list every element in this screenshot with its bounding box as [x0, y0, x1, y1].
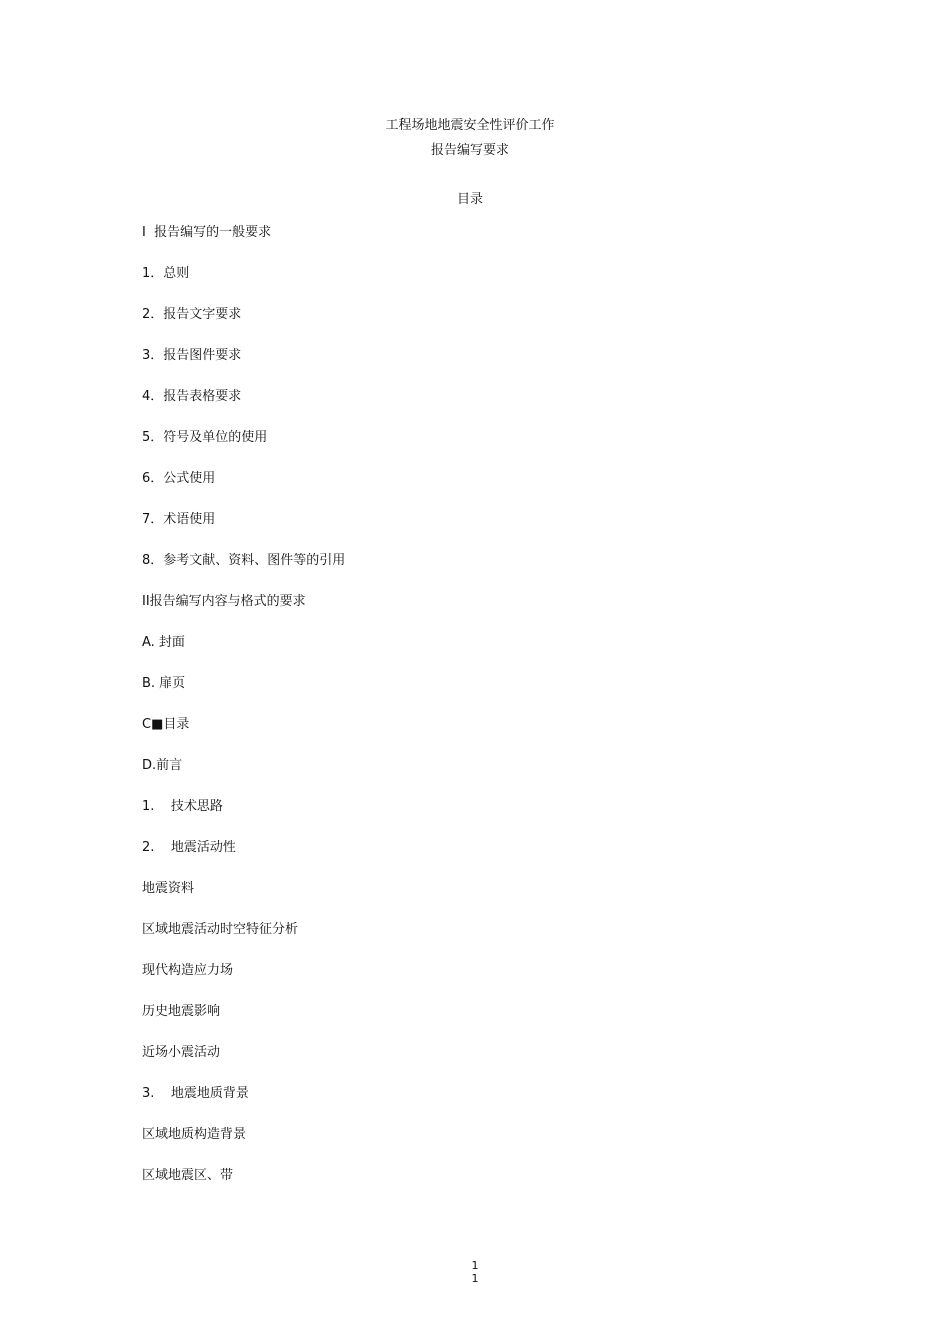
toc-item: 近场小震活动 — [142, 1045, 221, 1060]
page-number: 1 — [471, 1259, 479, 1272]
toc-item: 历史地震影响 — [142, 1004, 221, 1019]
table-of-contents — [142, 225, 345, 1209]
page-number-secondary: 1 — [471, 1272, 479, 1285]
toc-item: II报告编写内容与格式的要求 — [142, 594, 306, 609]
document-title: 工程场地地震安全性评价工作 — [385, 118, 555, 133]
toc-item: A. 封面 — [142, 635, 185, 650]
toc-heading: 目录 — [456, 192, 483, 207]
toc-item: 1．总则 — [142, 266, 190, 281]
toc-item: 2．报告文字要求 — [142, 307, 242, 322]
toc-item: 区域地震区、带 — [142, 1168, 234, 1183]
toc-item: 3. 地震地质背景 — [142, 1086, 249, 1101]
toc-item: B. 扉页 — [142, 676, 186, 691]
toc-item: 现代构造应力场 — [142, 963, 234, 978]
toc-item: 地震资料 — [142, 881, 195, 896]
toc-item: 3．报告图件要求 — [142, 348, 242, 363]
document-subtitle: 报告编写要求 — [430, 143, 509, 158]
toc-item: 7．术语使用 — [142, 512, 216, 527]
toc-item: I 报告编写的一般要求 — [142, 225, 272, 240]
toc-item: 区域地震活动时空特征分析 — [142, 922, 299, 937]
toc-item: D.前言 — [142, 758, 183, 773]
toc-item: 6．公式使用 — [142, 471, 216, 486]
toc-item: C■目录 — [142, 717, 190, 732]
toc-item: 1. 技术思路 — [142, 799, 223, 814]
toc-item: 区域地质构造背景 — [142, 1127, 247, 1142]
toc-item: 2. 地震活动性 — [142, 840, 236, 855]
toc-item: 5．符号及单位的使用 — [142, 430, 268, 445]
toc-item: 4．报告表格要求 — [142, 389, 242, 404]
toc-item: 8．参考文献、资料、图件等的引用 — [142, 553, 346, 568]
